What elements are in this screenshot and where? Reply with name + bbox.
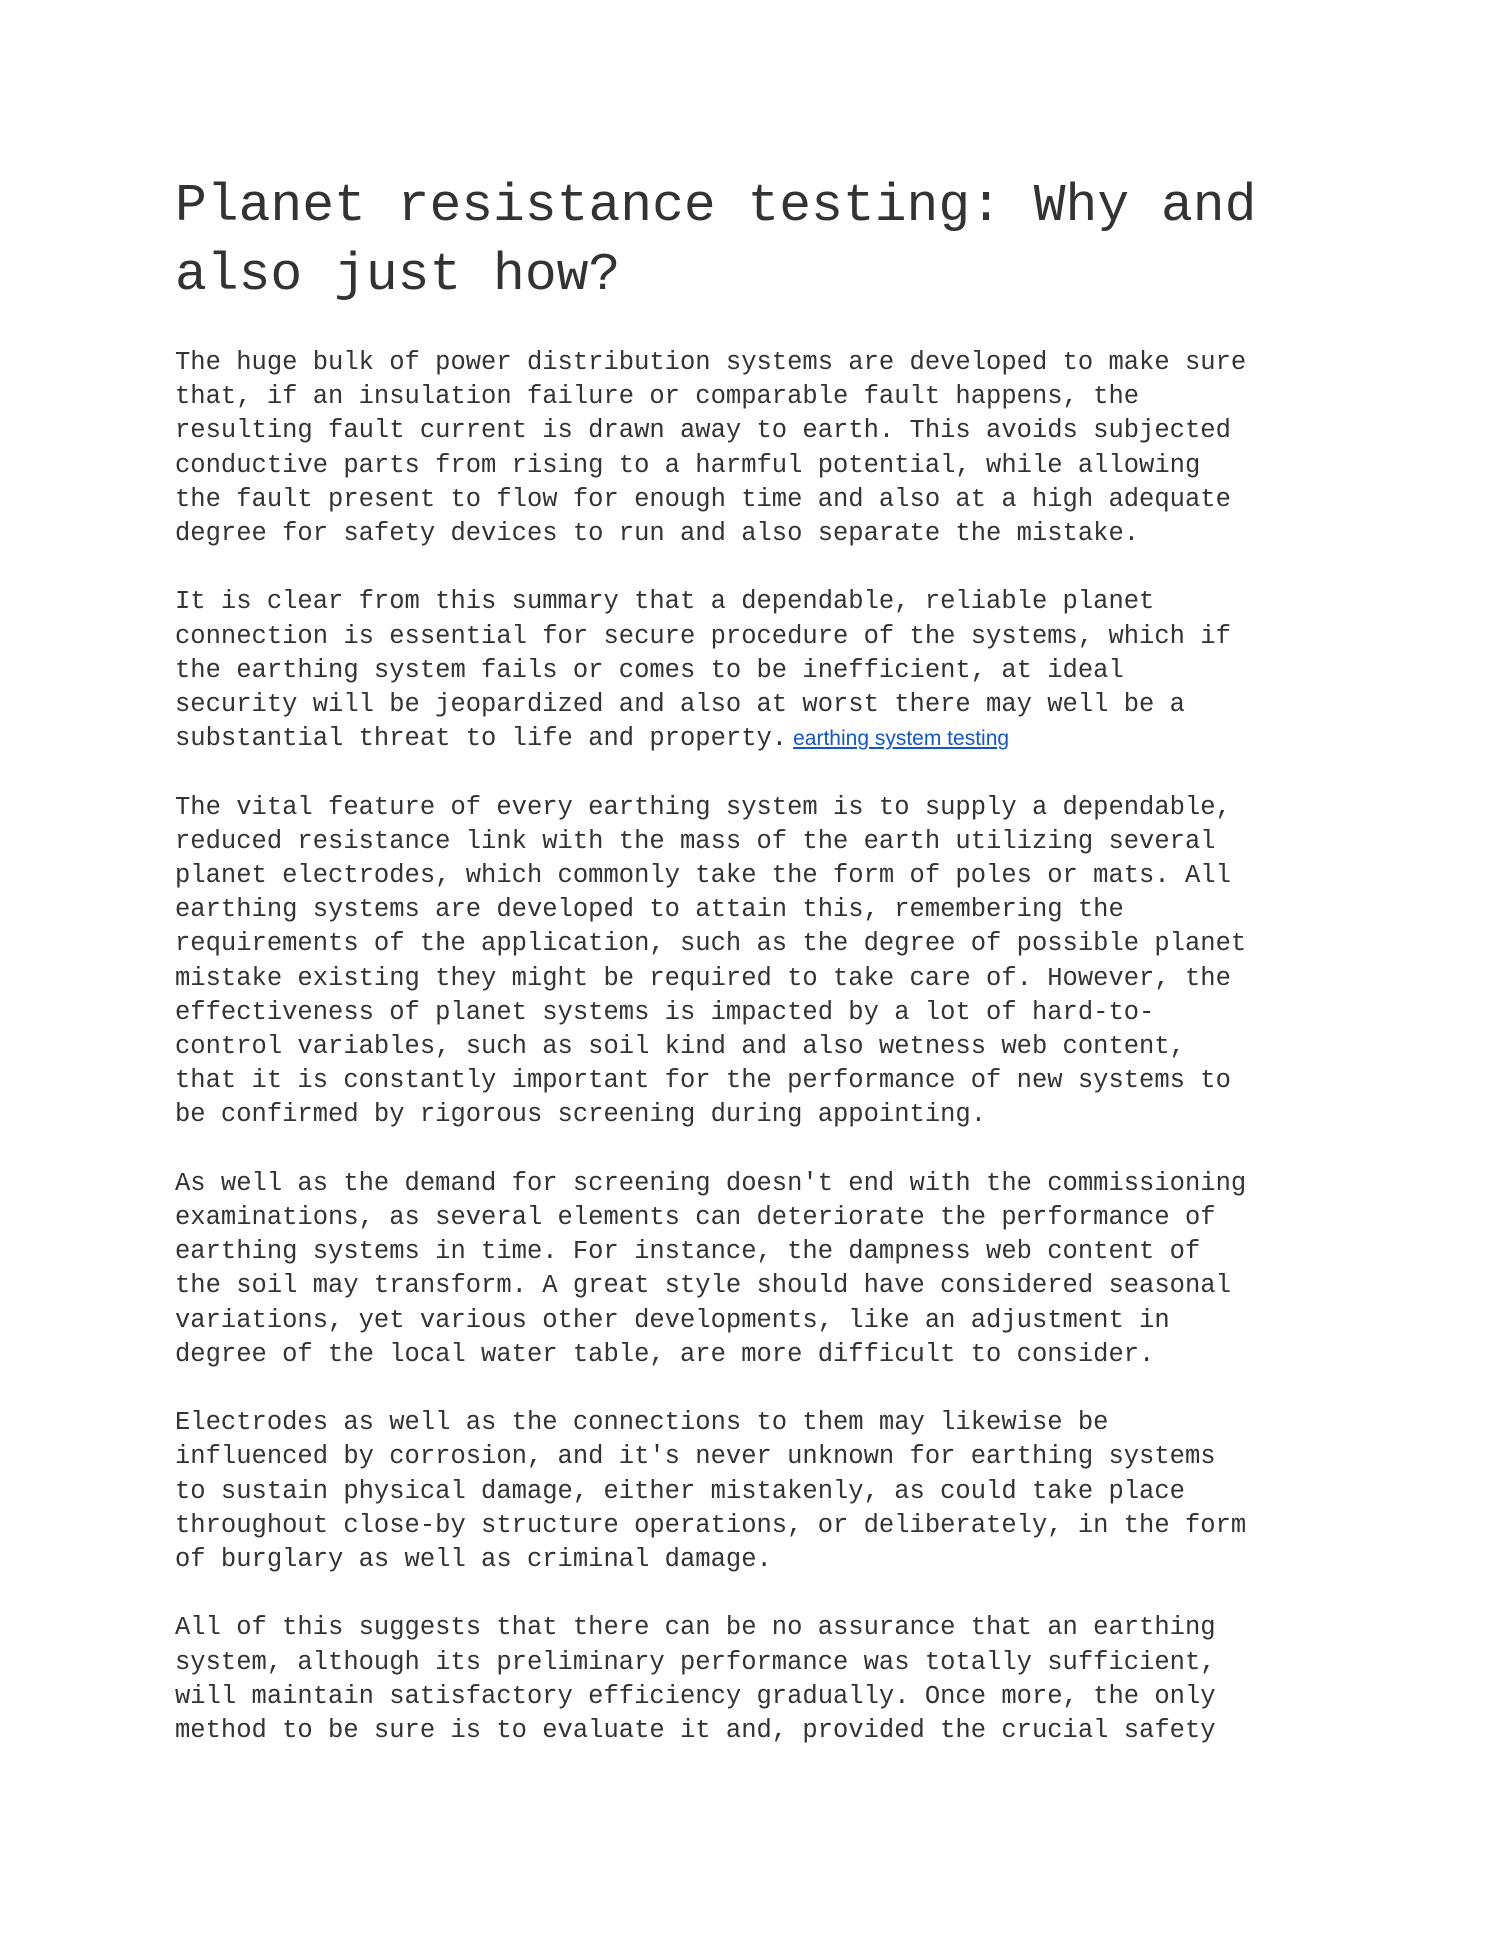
paragraph-5: Electrodes as well as the connections to them may likewise be influenced by corrosion, and it's never unknown for earthing systems to sustain physical damage, either mistakenly, as could take place throughout close-by structure operations, or deliberately, in the form of burglary as well as criminal damage. — [175, 1408, 1247, 1575]
paragraph-1: The huge bulk of power distribution systems are developed to make sure that, if an insulation failure or comparable fault happens, the resulting fault current is drawn away to earth. This avoids subjected conductive parts from rising to a harmful potential, while allowing the fault present to flow for enough time and also at a high adequate degree for safety devices to run and also separate the mistake. — [175, 348, 1247, 549]
paragraph-2-text: It is clear from this summary that a dependable, reliable planet connection is essential for secure procedure of the systems, which if the earthing system fails or comes to be inefficient, at ideal security will be jeopardized and also at worst there may well be a substantial threat to life and property. — [175, 587, 1231, 754]
paragraph-2 — [175, 585, 1355, 756]
earthing-system-testing-link[interactable]: earthing system testing — [793, 727, 1010, 751]
page-title: Planet resistance testing: Why and also just how? — [175, 176, 1257, 305]
paragraph-6: All of this suggests that there can be no assurance that an earthing system, although its preliminary performance was totally sufficient, will maintain satisfactory efficiency gradually. Once more, the only method to be sure is to evaluate it and, provided the crucial safety — [175, 1613, 1216, 1746]
document-page — [175, 172, 1355, 1782]
paragraph-3: The vital feature of every earthing system is to supply a dependable, reduced resistance link with the mass of the earth utilizing several planet electrodes, which commonly take the form of poles or mats. All earthing systems are developed to attain this, remembering the requirements of the application, such as the degree of possible planet mistake existing they might be required to take care of. However, the effectiveness of planet systems is impacted by a lot of hard-to- control variables, such as soil kind and also wetness web content, that it is constantly important for the performance of new systems to be confirmed by rigorous screening during appointing. — [175, 792, 1247, 1130]
paragraph-4: As well as the demand for screening doesn't end with the commissioning examinations, as several elements can deteriorate the performance of earthing systems in time. For instance, the dampness web content of the soil may transform. A great style should have considered seasonal variations, yet various other developments, like an adjustment in degree of the local water table, are more difficult to consider. — [175, 1168, 1247, 1369]
